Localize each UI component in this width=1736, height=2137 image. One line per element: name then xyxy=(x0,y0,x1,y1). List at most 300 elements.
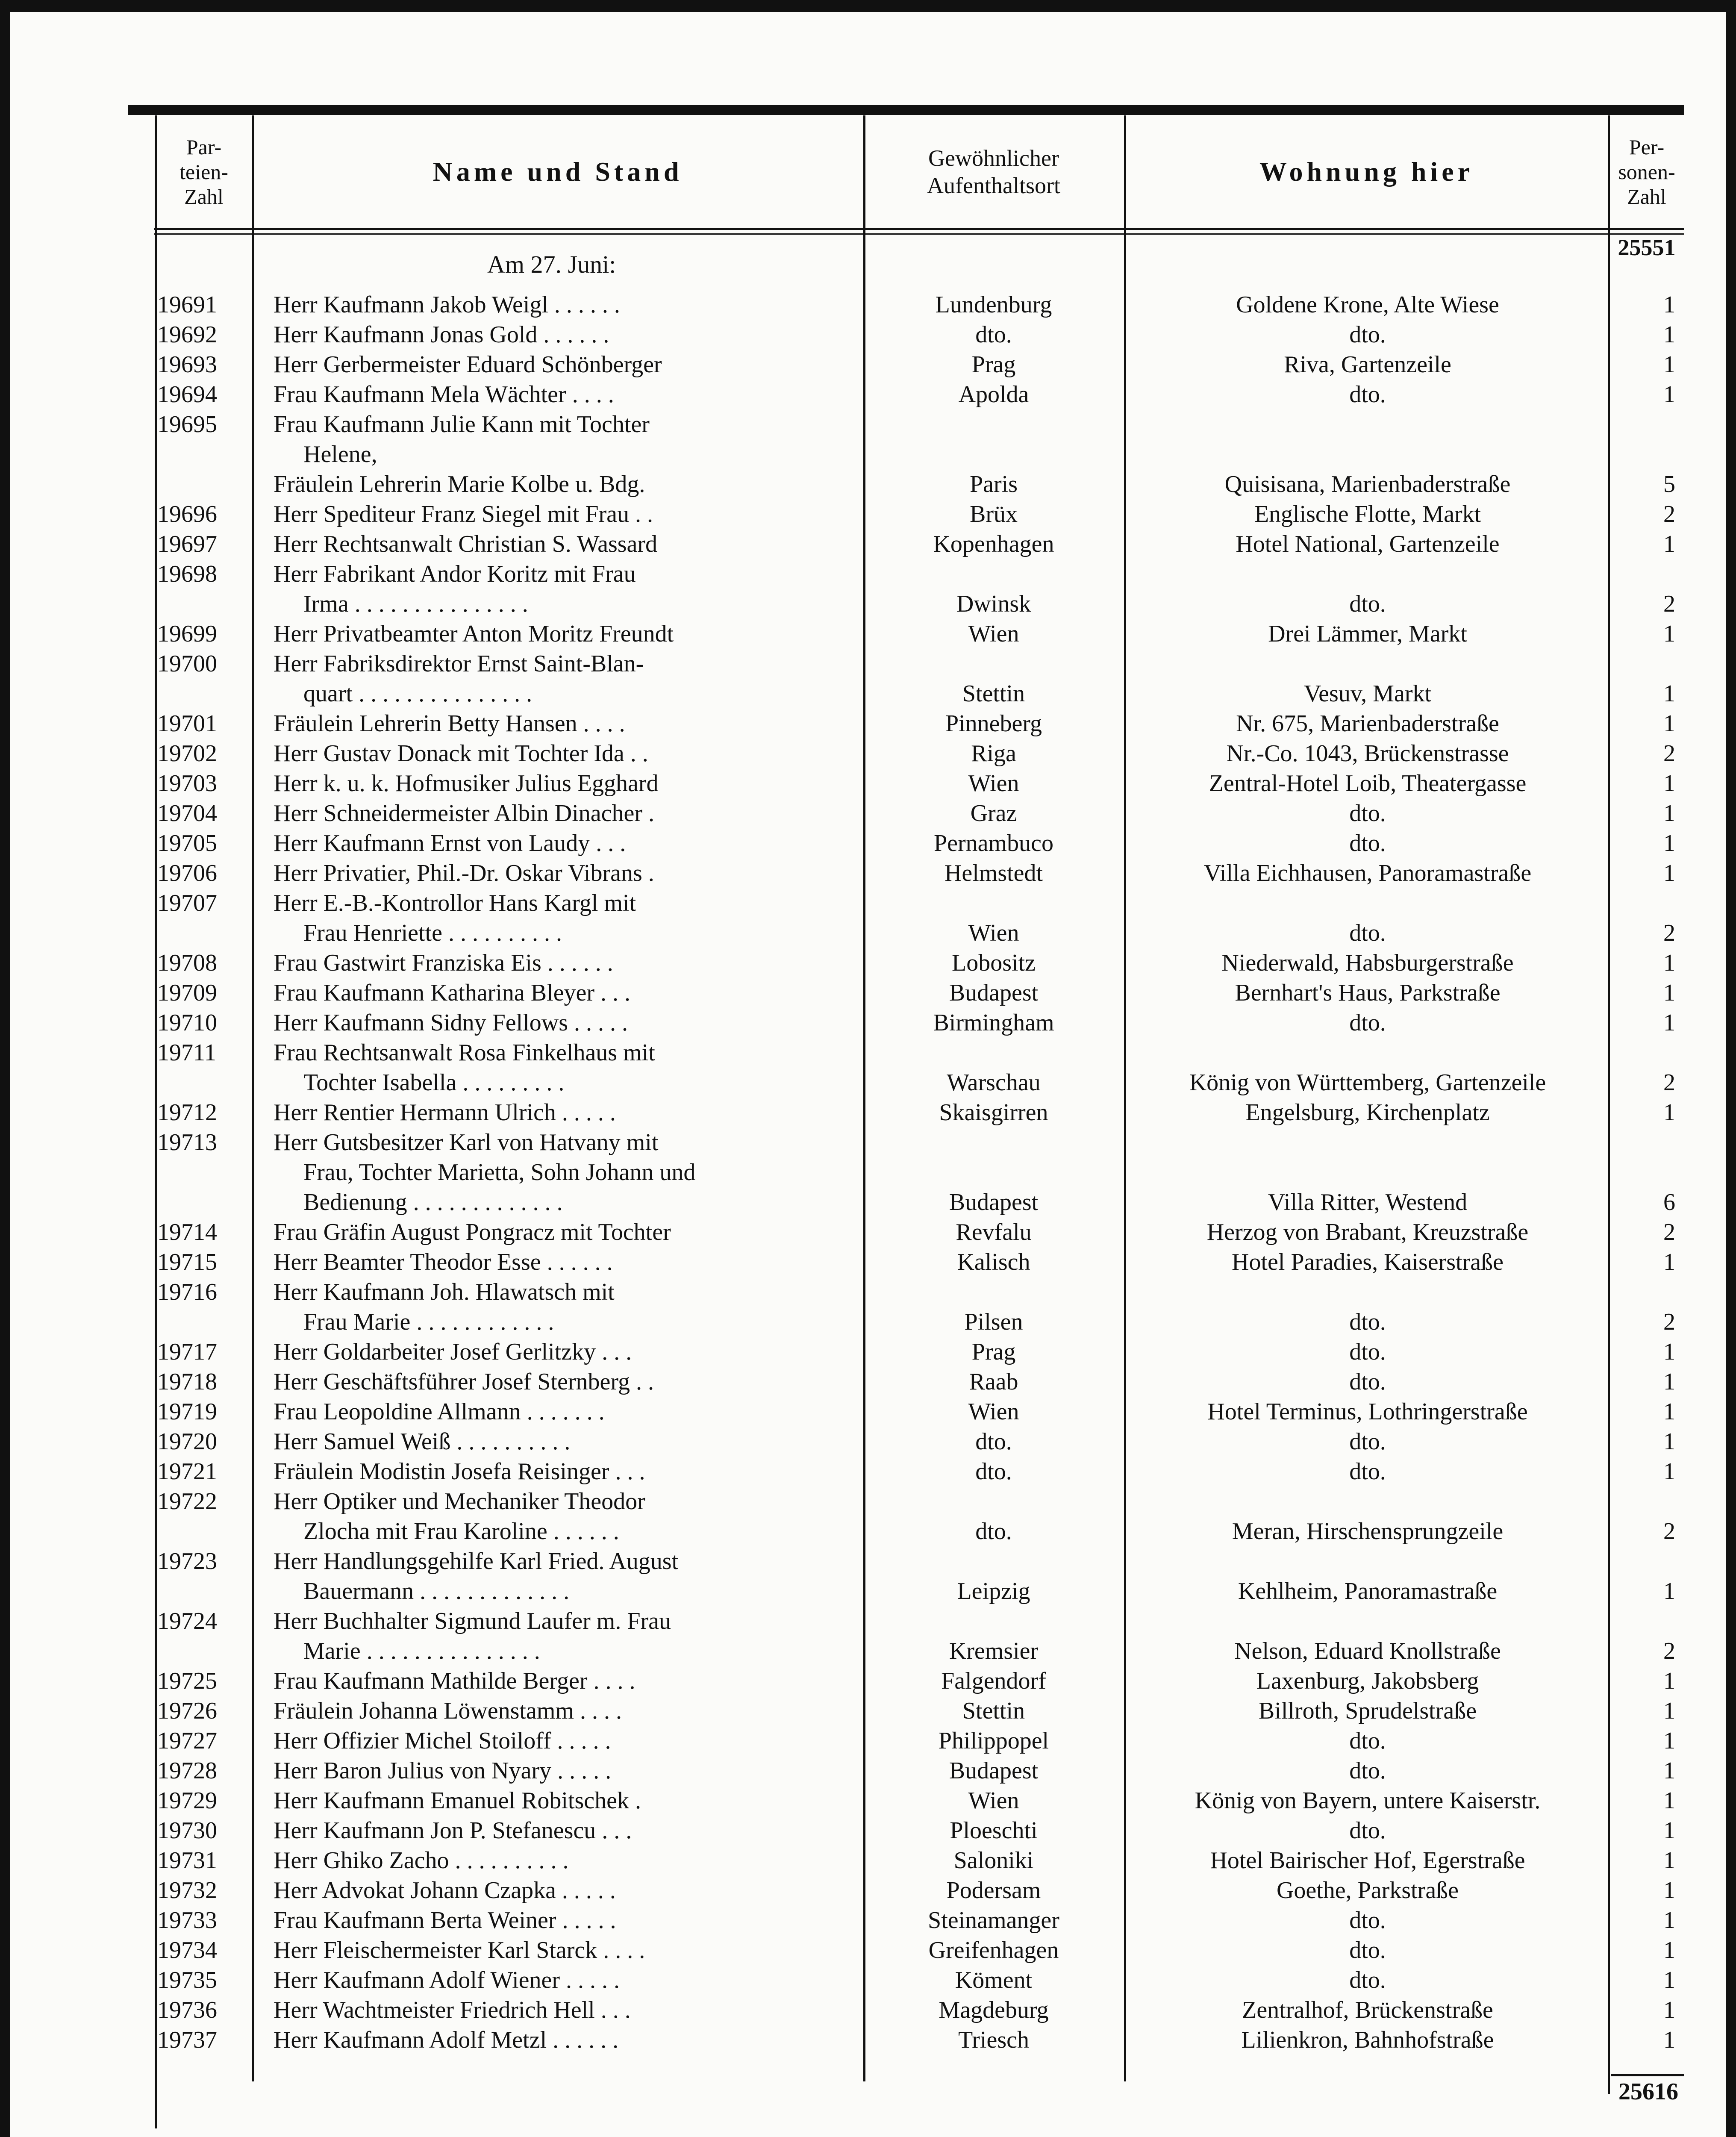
home-town: Köment xyxy=(955,1967,1033,1993)
person-count: 1 xyxy=(1663,1668,1675,1694)
lodging: Nelson, Eduard Knollstraße xyxy=(1234,1638,1501,1664)
table-row xyxy=(0,948,1684,978)
guest-name: Herr Kaufmann Sidny Fellows . . . . . xyxy=(274,1010,628,1036)
person-count: 1 xyxy=(1663,2027,1675,2053)
home-town: Leipzig xyxy=(957,1578,1030,1604)
person-count: 1 xyxy=(1663,800,1675,827)
guest-name: Herr Rentier Hermann Ulrich . . . . . xyxy=(274,1099,616,1126)
person-count: 2 xyxy=(1663,1518,1675,1545)
person-count: 6 xyxy=(1663,1189,1675,1216)
home-town xyxy=(868,1546,1120,1576)
table-row xyxy=(0,1397,1684,1427)
table-row xyxy=(0,918,1684,948)
home-town: Skaisgirren xyxy=(939,1099,1048,1126)
party-number: 19715 xyxy=(157,1249,217,1275)
home-town: Triesch xyxy=(958,2027,1029,2053)
home-town: dto. xyxy=(975,1518,1012,1545)
home-town: dto. xyxy=(975,1428,1012,1455)
guest-name: Herr Kaufmann Ernst von Laudy . . . xyxy=(274,830,626,857)
table-row xyxy=(0,1846,1684,1875)
person-count: 1 xyxy=(1663,1339,1675,1365)
home-town xyxy=(868,1157,1120,1187)
party-number: 19712 xyxy=(157,1099,217,1126)
guest-name: Irma . . . . . . . . . . . . . . . xyxy=(303,591,528,617)
person-count xyxy=(1611,649,1675,679)
table-row xyxy=(0,1696,1684,1726)
guest-name: Herr Kaufmann Joh. Hlawatsch mit xyxy=(274,1279,615,1305)
lodging: Herzog von Brabant, Kreuzstraße xyxy=(1206,1219,1529,1245)
lodging: Quisisana, Marienbaderstraße xyxy=(1224,471,1511,497)
person-count: 1 xyxy=(1663,980,1675,1006)
party-number xyxy=(157,469,251,499)
table-row xyxy=(0,529,1684,559)
guest-name: Frau Leopoldine Allmann . . . . . . . xyxy=(274,1398,605,1425)
table-row xyxy=(0,888,1684,918)
party-number: 19706 xyxy=(157,860,217,886)
lodging: Villa Eichhausen, Panoramastraße xyxy=(1203,860,1532,886)
party-number: 19726 xyxy=(157,1698,217,1724)
person-count xyxy=(1611,1127,1675,1157)
guest-name: Fräulein Lehrerin Marie Kolbe u. Bdg. xyxy=(274,471,645,497)
home-town: dto. xyxy=(975,1458,1012,1485)
home-town: Pilsen xyxy=(964,1309,1023,1335)
guest-name: Herr Samuel Weiß . . . . . . . . . . xyxy=(274,1428,571,1455)
lodging: Laxenburg, Jakobsberg xyxy=(1256,1668,1479,1694)
person-count xyxy=(1611,1606,1675,1636)
party-number xyxy=(157,439,251,469)
table-row xyxy=(0,1367,1684,1397)
table-row xyxy=(0,1457,1684,1486)
party-number: 19719 xyxy=(157,1398,217,1425)
lodging: König von Bayern, untere Kaiserstr. xyxy=(1195,1787,1541,1814)
guest-name: Herr Gutsbesitzer Karl von Hatvany mit xyxy=(274,1129,659,1156)
table-row xyxy=(0,290,1684,320)
home-town: Lobositz xyxy=(952,950,1036,976)
lodging: dto. xyxy=(1349,1428,1386,1455)
guest-name: Herr Wachtmeister Friedrich Hell . . . xyxy=(274,1997,631,2023)
table-row xyxy=(0,739,1684,768)
header-name-und-stand: Name und Stand xyxy=(433,156,683,187)
party-number: 19697 xyxy=(157,531,217,557)
party-number: 19736 xyxy=(157,1997,217,2023)
table-row xyxy=(0,768,1684,798)
home-town xyxy=(868,409,1120,439)
table-row xyxy=(0,320,1684,350)
lodging: dto. xyxy=(1349,1309,1386,1335)
party-number: 19709 xyxy=(157,980,217,1006)
person-count: 1 xyxy=(1663,1010,1675,1036)
table-row xyxy=(0,1217,1684,1247)
table-row xyxy=(0,1038,1684,1068)
party-number: 19722 xyxy=(157,1488,217,1515)
party-number xyxy=(157,1068,251,1098)
table-row xyxy=(0,1486,1684,1516)
home-town: Philippopel xyxy=(938,1728,1049,1754)
lodging: dto. xyxy=(1349,1010,1386,1036)
party-number xyxy=(157,679,251,709)
party-number: 19721 xyxy=(157,1458,217,1485)
guest-name: Marie . . . . . . . . . . . . . . . xyxy=(303,1638,540,1664)
home-town: Budapest xyxy=(949,1757,1039,1784)
table-row xyxy=(0,619,1684,649)
table-row xyxy=(0,978,1684,1008)
lodging: dto. xyxy=(1349,830,1386,857)
party-number xyxy=(157,1307,251,1337)
lodging: Billroth, Sprudelstraße xyxy=(1258,1698,1477,1724)
guest-name: Herr Fabriksdirektor Ernst Saint-Blan- xyxy=(274,651,644,677)
person-count xyxy=(1611,1038,1675,1068)
home-town xyxy=(868,1486,1120,1516)
person-count: 1 xyxy=(1663,1787,1675,1814)
person-count: 1 xyxy=(1663,1847,1675,1874)
home-town: Saloniki xyxy=(953,1847,1034,1874)
guest-name: quart . . . . . . . . . . . . . . . xyxy=(303,680,533,707)
scan-border-right xyxy=(1726,0,1736,2137)
table-row xyxy=(0,469,1684,499)
guest-name: Bauermann . . . . . . . . . . . . . xyxy=(303,1578,570,1604)
home-town: Brüx xyxy=(970,501,1018,527)
person-count: 1 xyxy=(1663,1757,1675,1784)
home-town: Graz xyxy=(970,800,1017,827)
party-number: 19711 xyxy=(157,1039,216,1066)
party-number: 19692 xyxy=(157,321,217,348)
person-count: 2 xyxy=(1663,591,1675,617)
table-row xyxy=(0,499,1684,529)
lodging: dto. xyxy=(1349,1369,1386,1395)
person-count: 1 xyxy=(1663,770,1675,797)
guest-name: Frau Marie . . . . . . . . . . . . xyxy=(303,1309,554,1335)
table-row xyxy=(0,828,1684,858)
table-row xyxy=(0,1576,1684,1606)
lodging: dto. xyxy=(1349,800,1386,827)
table-row xyxy=(0,1307,1684,1337)
party-number: 19713 xyxy=(157,1129,217,1156)
home-town: Wien xyxy=(968,1398,1019,1425)
header-partei-zahl: Par- teien- Zahl xyxy=(179,135,228,209)
guest-name: Herr Baron Julius von Nyary . . . . . xyxy=(274,1757,612,1784)
table-row xyxy=(0,1816,1684,1846)
person-count: 1 xyxy=(1663,291,1675,318)
lodging: dto. xyxy=(1349,1728,1386,1754)
person-count: 1 xyxy=(1663,531,1675,557)
lodging: Zentral-Hotel Loib, Theatergasse xyxy=(1209,770,1527,797)
lodging: dto. xyxy=(1349,1757,1386,1784)
lodging: Lilienkron, Bahnhofstraße xyxy=(1241,2027,1494,2053)
guest-name: Frau Kaufmann Katharina Bleyer . . . xyxy=(274,980,631,1006)
party-number xyxy=(157,918,251,948)
home-town xyxy=(868,649,1120,679)
home-town xyxy=(868,1127,1120,1157)
home-town: Prag xyxy=(971,351,1016,378)
home-town: Pernambuco xyxy=(934,830,1053,857)
guest-name: Herr Gerbermeister Eduard Schönberger xyxy=(274,351,662,378)
table-row xyxy=(0,1756,1684,1786)
lodging: dto. xyxy=(1349,591,1386,617)
party-number: 19717 xyxy=(157,1339,217,1365)
lodging: dto. xyxy=(1349,1458,1386,1485)
party-number xyxy=(157,1516,251,1546)
person-count: 1 xyxy=(1663,1428,1675,1455)
lodging: Hotel Bairischer Hof, Egerstraße xyxy=(1210,1847,1525,1874)
guest-name: Bedienung . . . . . . . . . . . . . xyxy=(303,1189,563,1216)
table-row xyxy=(0,1905,1684,1935)
party-number xyxy=(157,1157,251,1187)
table-row xyxy=(0,1666,1684,1696)
home-town: Lundenburg xyxy=(935,291,1052,318)
person-count: 1 xyxy=(1663,860,1675,886)
table-row xyxy=(0,1337,1684,1367)
party-number: 19700 xyxy=(157,651,217,677)
lodging xyxy=(1128,1157,1607,1187)
person-count: 2 xyxy=(1663,1638,1675,1664)
table-row xyxy=(0,1008,1684,1038)
party-number xyxy=(157,1636,251,1666)
lodging: Meran, Hirschensprungzeile xyxy=(1232,1518,1504,1545)
person-count: 1 xyxy=(1663,621,1675,647)
person-count xyxy=(1611,1157,1675,1187)
home-town xyxy=(868,559,1120,589)
lodging: Drei Lämmer, Markt xyxy=(1268,621,1467,647)
person-count: 1 xyxy=(1663,1907,1675,1934)
party-number: 19732 xyxy=(157,1877,217,1904)
guest-name: Herr Beamter Theodor Esse . . . . . . xyxy=(274,1249,613,1275)
table-row xyxy=(0,798,1684,828)
home-town: Prag xyxy=(971,1339,1016,1365)
guest-name: Herr Goldarbeiter Josef Gerlitzky . . . xyxy=(274,1339,632,1365)
person-count: 2 xyxy=(1663,740,1675,767)
table-row xyxy=(0,1786,1684,1816)
scan-border-top xyxy=(0,0,1736,12)
lodging: Englische Flotte, Markt xyxy=(1254,501,1481,527)
table-row xyxy=(0,2025,1684,2055)
lodging: dto. xyxy=(1349,1967,1386,1993)
lodging xyxy=(1128,1038,1607,1068)
guest-name: Frau Gräfin August Pongracz mit Tochter xyxy=(274,1219,671,1245)
person-count xyxy=(1611,1277,1675,1307)
table-row xyxy=(0,380,1684,409)
top-rule xyxy=(128,105,1684,115)
party-number: 19714 xyxy=(157,1219,217,1245)
lodging: Riva, Gartenzeile xyxy=(1284,351,1451,378)
party-number: 19724 xyxy=(157,1608,217,1634)
lodging: Hotel National, Gartenzeile xyxy=(1236,531,1500,557)
home-town: Magdeburg xyxy=(939,1997,1049,2023)
guest-name: Herr Kaufmann Jakob Weigl . . . . . . xyxy=(274,291,620,318)
home-town: dto. xyxy=(975,321,1012,348)
table-row xyxy=(0,1068,1684,1098)
table-row xyxy=(0,439,1684,469)
total-rule xyxy=(1611,2074,1684,2076)
guest-name: Herr Kaufmann Jon P. Stefanescu . . . xyxy=(274,1817,632,1844)
table-row xyxy=(0,559,1684,589)
home-town: Kremsier xyxy=(949,1638,1039,1664)
table-row xyxy=(0,679,1684,709)
party-number: 19737 xyxy=(157,2027,217,2053)
carry-over-total: 25551 xyxy=(1618,235,1676,260)
page-total: 25616 xyxy=(1618,2078,1678,2105)
party-number: 19699 xyxy=(157,621,217,647)
home-town: Apolda xyxy=(958,381,1029,408)
person-count xyxy=(1611,439,1675,469)
person-count: 2 xyxy=(1663,920,1675,946)
lodging: dto. xyxy=(1349,1937,1386,1963)
person-count: 1 xyxy=(1663,1877,1675,1904)
table-row xyxy=(0,589,1684,619)
lodging: dto. xyxy=(1349,1817,1386,1844)
guest-name: Herr Gustav Donack mit Tochter Ida . . xyxy=(274,740,648,767)
header-aufenthaltsort: Gewöhnlicher Aufenthaltsort xyxy=(927,145,1060,198)
person-count xyxy=(1611,409,1675,439)
home-town: Kopenhagen xyxy=(933,531,1054,557)
guest-name: Herr k. u. k. Hofmusiker Julius Egghard xyxy=(274,770,659,797)
person-count: 1 xyxy=(1663,1249,1675,1275)
party-number: 19710 xyxy=(157,1010,217,1036)
table-row xyxy=(0,1157,1684,1187)
guest-name: Fräulein Lehrerin Betty Hansen . . . . xyxy=(274,710,625,737)
person-count xyxy=(1611,1486,1675,1516)
person-count: 1 xyxy=(1663,1398,1675,1425)
person-count: 1 xyxy=(1663,950,1675,976)
lodging: Goldene Krone, Alte Wiese xyxy=(1236,291,1499,318)
person-count: 1 xyxy=(1663,830,1675,857)
guest-name: Herr Spediteur Franz Siegel mit Frau . . xyxy=(274,501,653,527)
table-row xyxy=(0,1606,1684,1636)
lodging: Vesuv, Markt xyxy=(1303,680,1432,707)
lodging: dto. xyxy=(1349,321,1386,348)
guest-name: Frau Rechtsanwalt Rosa Finkelhaus mit xyxy=(274,1039,655,1066)
guest-name: Herr Geschäftsführer Josef Sternberg . . xyxy=(274,1369,654,1395)
lodging: dto. xyxy=(1349,1339,1386,1365)
home-town: Wien xyxy=(968,770,1019,797)
home-town: Wien xyxy=(968,1787,1019,1814)
table-row xyxy=(0,1516,1684,1546)
lodging xyxy=(1128,409,1607,439)
home-town: Steinamanger xyxy=(928,1907,1059,1934)
home-town xyxy=(868,439,1120,469)
person-count: 1 xyxy=(1663,1698,1675,1724)
party-number xyxy=(157,1187,251,1217)
lodging: Kehlheim, Panoramastraße xyxy=(1238,1578,1498,1604)
person-count: 5 xyxy=(1663,471,1675,497)
guest-name: Fräulein Modistin Josefa Reisinger . . . xyxy=(274,1458,645,1485)
party-number: 19703 xyxy=(157,770,217,797)
lodging xyxy=(1128,1606,1607,1636)
person-count: 1 xyxy=(1663,321,1675,348)
table-row xyxy=(0,1935,1684,1965)
party-number: 19723 xyxy=(157,1548,217,1575)
party-number xyxy=(157,589,251,619)
lodging: Hotel Paradies, Kaiserstraße xyxy=(1232,1249,1504,1275)
lodging: Zentralhof, Brückenstraße xyxy=(1242,1997,1493,2023)
person-count: 1 xyxy=(1663,1728,1675,1754)
guest-name: Helene, xyxy=(303,441,377,468)
person-count: 1 xyxy=(1663,710,1675,737)
header-rule xyxy=(154,228,1684,230)
person-count: 1 xyxy=(1663,1997,1675,2023)
home-town: Birmingham xyxy=(933,1010,1054,1036)
person-count xyxy=(1611,559,1675,589)
table-row xyxy=(0,1247,1684,1277)
guest-name: Herr Buchhalter Sigmund Laufer m. Frau xyxy=(274,1608,671,1634)
party-number: 19725 xyxy=(157,1668,217,1694)
lodging xyxy=(1128,1277,1607,1307)
guest-name: Herr Offizier Michel Stoiloff . . . . . xyxy=(274,1728,611,1754)
home-town: Raab xyxy=(969,1369,1018,1395)
lodging xyxy=(1128,1546,1607,1576)
table-row xyxy=(0,1726,1684,1756)
lodging: dto. xyxy=(1349,381,1386,408)
party-number xyxy=(157,1576,251,1606)
home-town: Stettin xyxy=(962,680,1025,707)
guest-name: Frau Kaufmann Mathilde Berger . . . . xyxy=(274,1668,636,1694)
lodging xyxy=(1128,559,1607,589)
lodging: Engelsburg, Kirchenplatz xyxy=(1245,1099,1490,1126)
party-number: 19733 xyxy=(157,1907,217,1934)
guest-name: Zlocha mit Frau Karoline . . . . . . xyxy=(303,1518,619,1545)
guest-name: Herr Kaufmann Adolf Wiener . . . . . xyxy=(274,1967,620,1993)
header-personen-zahl: Per- sonen- Zahl xyxy=(1618,135,1675,209)
person-count: 1 xyxy=(1663,1369,1675,1395)
guest-name: Tochter Isabella . . . . . . . . . xyxy=(303,1069,565,1096)
home-town: Ploeschti xyxy=(950,1817,1038,1844)
header-rule-double xyxy=(154,233,1684,235)
guest-name: Frau Kaufmann Mela Wächter . . . . xyxy=(274,381,614,408)
table-row xyxy=(0,1187,1684,1217)
party-number: 19705 xyxy=(157,830,217,857)
guest-name: Herr Fabrikant Andor Koritz mit Frau xyxy=(274,561,636,587)
guest-name: Herr Rechtsanwalt Christian S. Wassard xyxy=(274,531,658,557)
home-town: Revfalu xyxy=(956,1219,1032,1245)
lodging: Villa Ritter, Westend xyxy=(1268,1189,1468,1216)
home-town: Budapest xyxy=(949,1189,1039,1216)
home-town xyxy=(868,888,1120,918)
table-row xyxy=(0,1427,1684,1457)
party-number: 19730 xyxy=(157,1817,217,1844)
guest-name: Herr Ghiko Zacho . . . . . . . . . . xyxy=(274,1847,569,1874)
lodging: dto. xyxy=(1349,920,1386,946)
table-row xyxy=(0,350,1684,380)
person-count: 1 xyxy=(1663,1937,1675,1963)
guest-name: Herr Privatbeamter Anton Moritz Freundt xyxy=(274,621,674,647)
lodging: König von Württemberg, Gartenzeile xyxy=(1189,1069,1546,1096)
party-number: 19708 xyxy=(157,950,217,976)
guest-name: Herr Optiker und Mechaniker Theodor xyxy=(274,1488,645,1515)
home-town: Budapest xyxy=(949,980,1039,1006)
guest-name: Frau Gastwirt Franziska Eis . . . . . . xyxy=(274,950,613,976)
party-number: 19695 xyxy=(157,411,217,438)
home-town: Helmstedt xyxy=(944,860,1043,886)
guest-name: Frau, Tochter Marietta, Sohn Johann und xyxy=(303,1159,696,1186)
guest-name: Fräulein Johanna Löwenstamm . . . . xyxy=(274,1698,622,1724)
home-town: Pinneberg xyxy=(945,710,1042,737)
lodging: Goethe, Parkstraße xyxy=(1276,1877,1459,1904)
guest-name: Herr Kaufmann Adolf Metzl . . . . . . xyxy=(274,2027,619,2053)
table-row xyxy=(0,409,1684,439)
table-row xyxy=(0,1546,1684,1576)
guest-name: Frau Kaufmann Julie Kann mit Tochter xyxy=(274,411,650,438)
home-town: Kalisch xyxy=(957,1249,1030,1275)
home-town: Wien xyxy=(968,920,1019,946)
person-count: 1 xyxy=(1663,351,1675,378)
guest-name: Herr Handlungsgehilfe Karl Fried. August xyxy=(274,1548,679,1575)
person-count: 1 xyxy=(1663,680,1675,707)
table-row xyxy=(0,1098,1684,1127)
lodging: Bernhart's Haus, Parkstraße xyxy=(1235,980,1501,1006)
party-number: 19694 xyxy=(157,381,217,408)
lodging: Niederwald, Habsburgerstraße xyxy=(1221,950,1514,976)
person-count: 2 xyxy=(1663,1069,1675,1096)
party-number: 19720 xyxy=(157,1428,217,1455)
